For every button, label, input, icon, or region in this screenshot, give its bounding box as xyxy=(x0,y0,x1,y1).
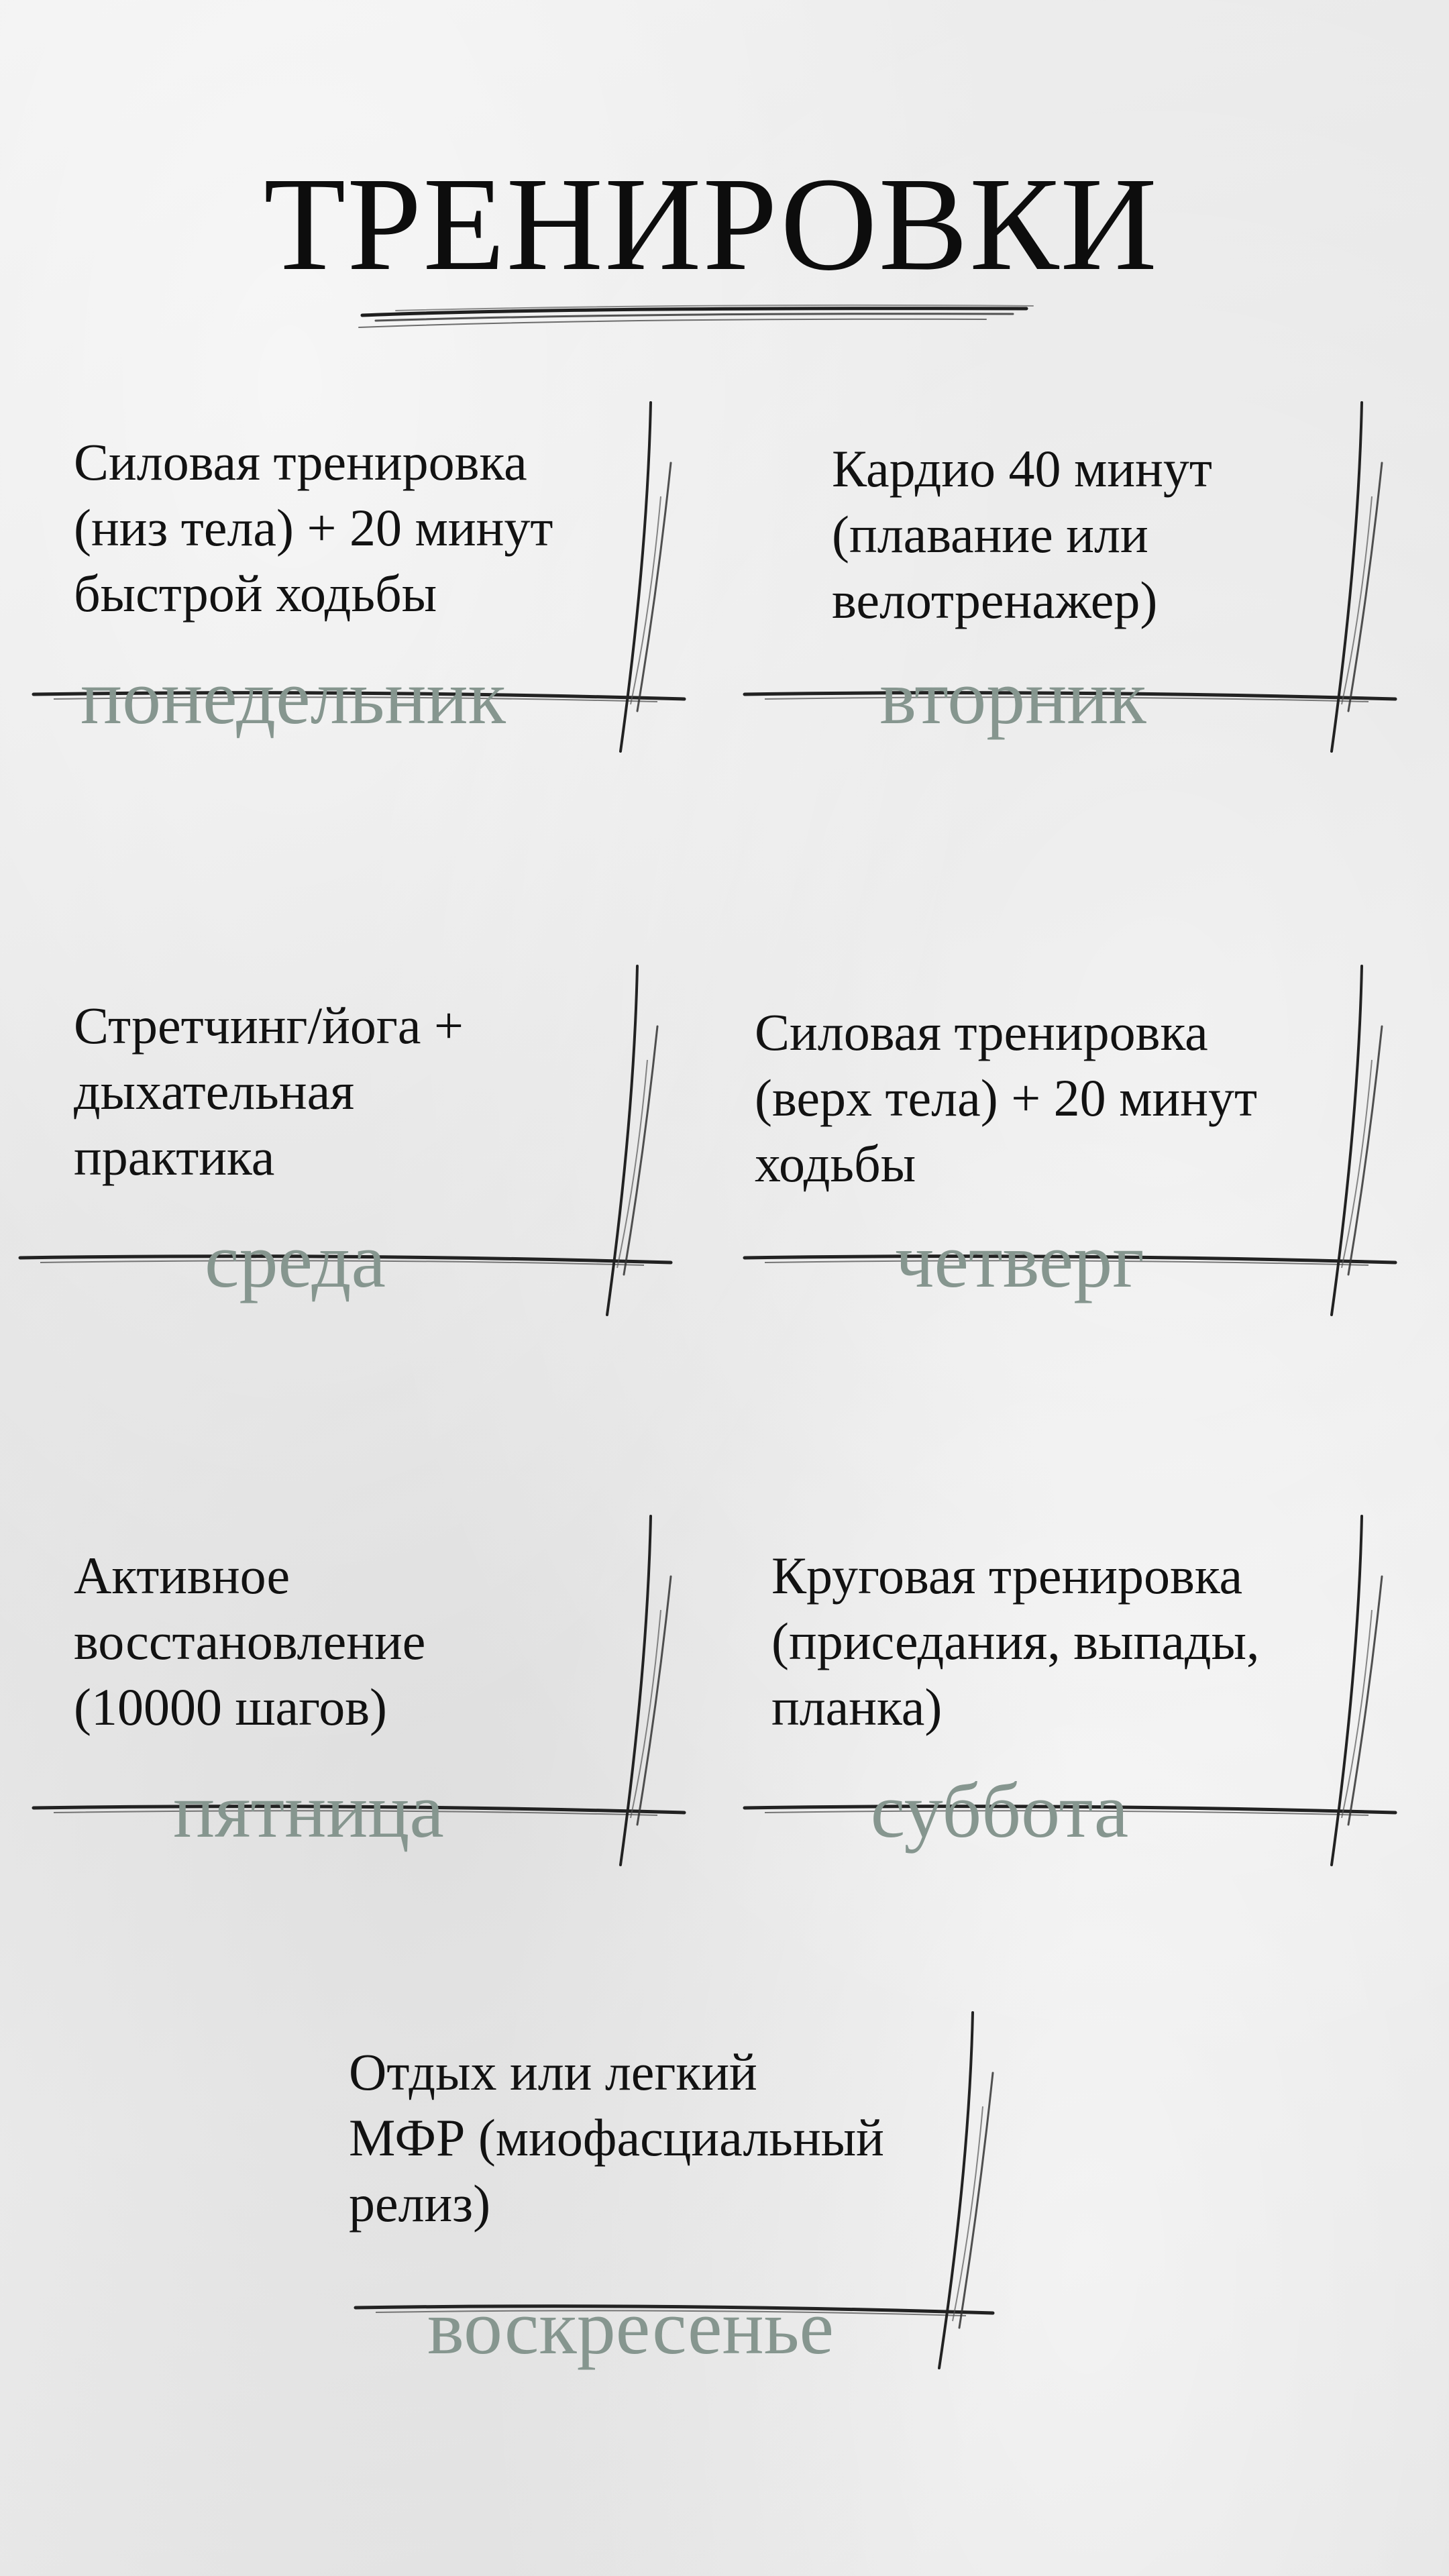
activity-text: Отдых или легкий МФР (миофасциальный релиз) xyxy=(349,2043,884,2233)
day-card-tuesday xyxy=(724,389,1449,805)
day-card-thursday xyxy=(724,953,1449,1368)
day-label-wednesday: среда xyxy=(205,1218,386,1304)
activity-text: Силовая тренировка (верх тела) + 20 минут ходьбы xyxy=(755,1003,1258,1193)
day-card-friday xyxy=(13,1503,738,1919)
day-label-sunday: воскресенье xyxy=(427,2285,834,2371)
activity-text: Стретчинг/йога + дыхательная практика xyxy=(74,996,464,1186)
day-label-friday: пятница xyxy=(173,1768,444,1854)
day-label-thursday: четверг xyxy=(895,1218,1144,1304)
activity-text: Активное восстановление (10000 шагов) xyxy=(74,1546,426,1736)
day-label-monday: понедельник xyxy=(80,655,506,741)
activity-text: Силовая тренировка (низ тела) + 20 минут быстрой ходьбы xyxy=(74,433,553,623)
day-label-saturday: суббота xyxy=(870,1768,1129,1854)
activity-text: Круговая тренировка (приседания, выпады, планка) xyxy=(771,1546,1260,1736)
activity-text: Кардио 40 минут (плавание или велотренажер) xyxy=(832,439,1212,629)
day-label-tuesday: вторник xyxy=(879,655,1146,741)
title-underline-stroke xyxy=(356,288,1040,335)
page-title: ТРЕНИРОВКИ xyxy=(264,150,1159,299)
day-card-sunday xyxy=(349,1999,1087,2415)
day-card-wednesday xyxy=(7,953,731,1368)
day-card-saturday xyxy=(724,1503,1449,1919)
day-card-monday xyxy=(13,389,738,805)
